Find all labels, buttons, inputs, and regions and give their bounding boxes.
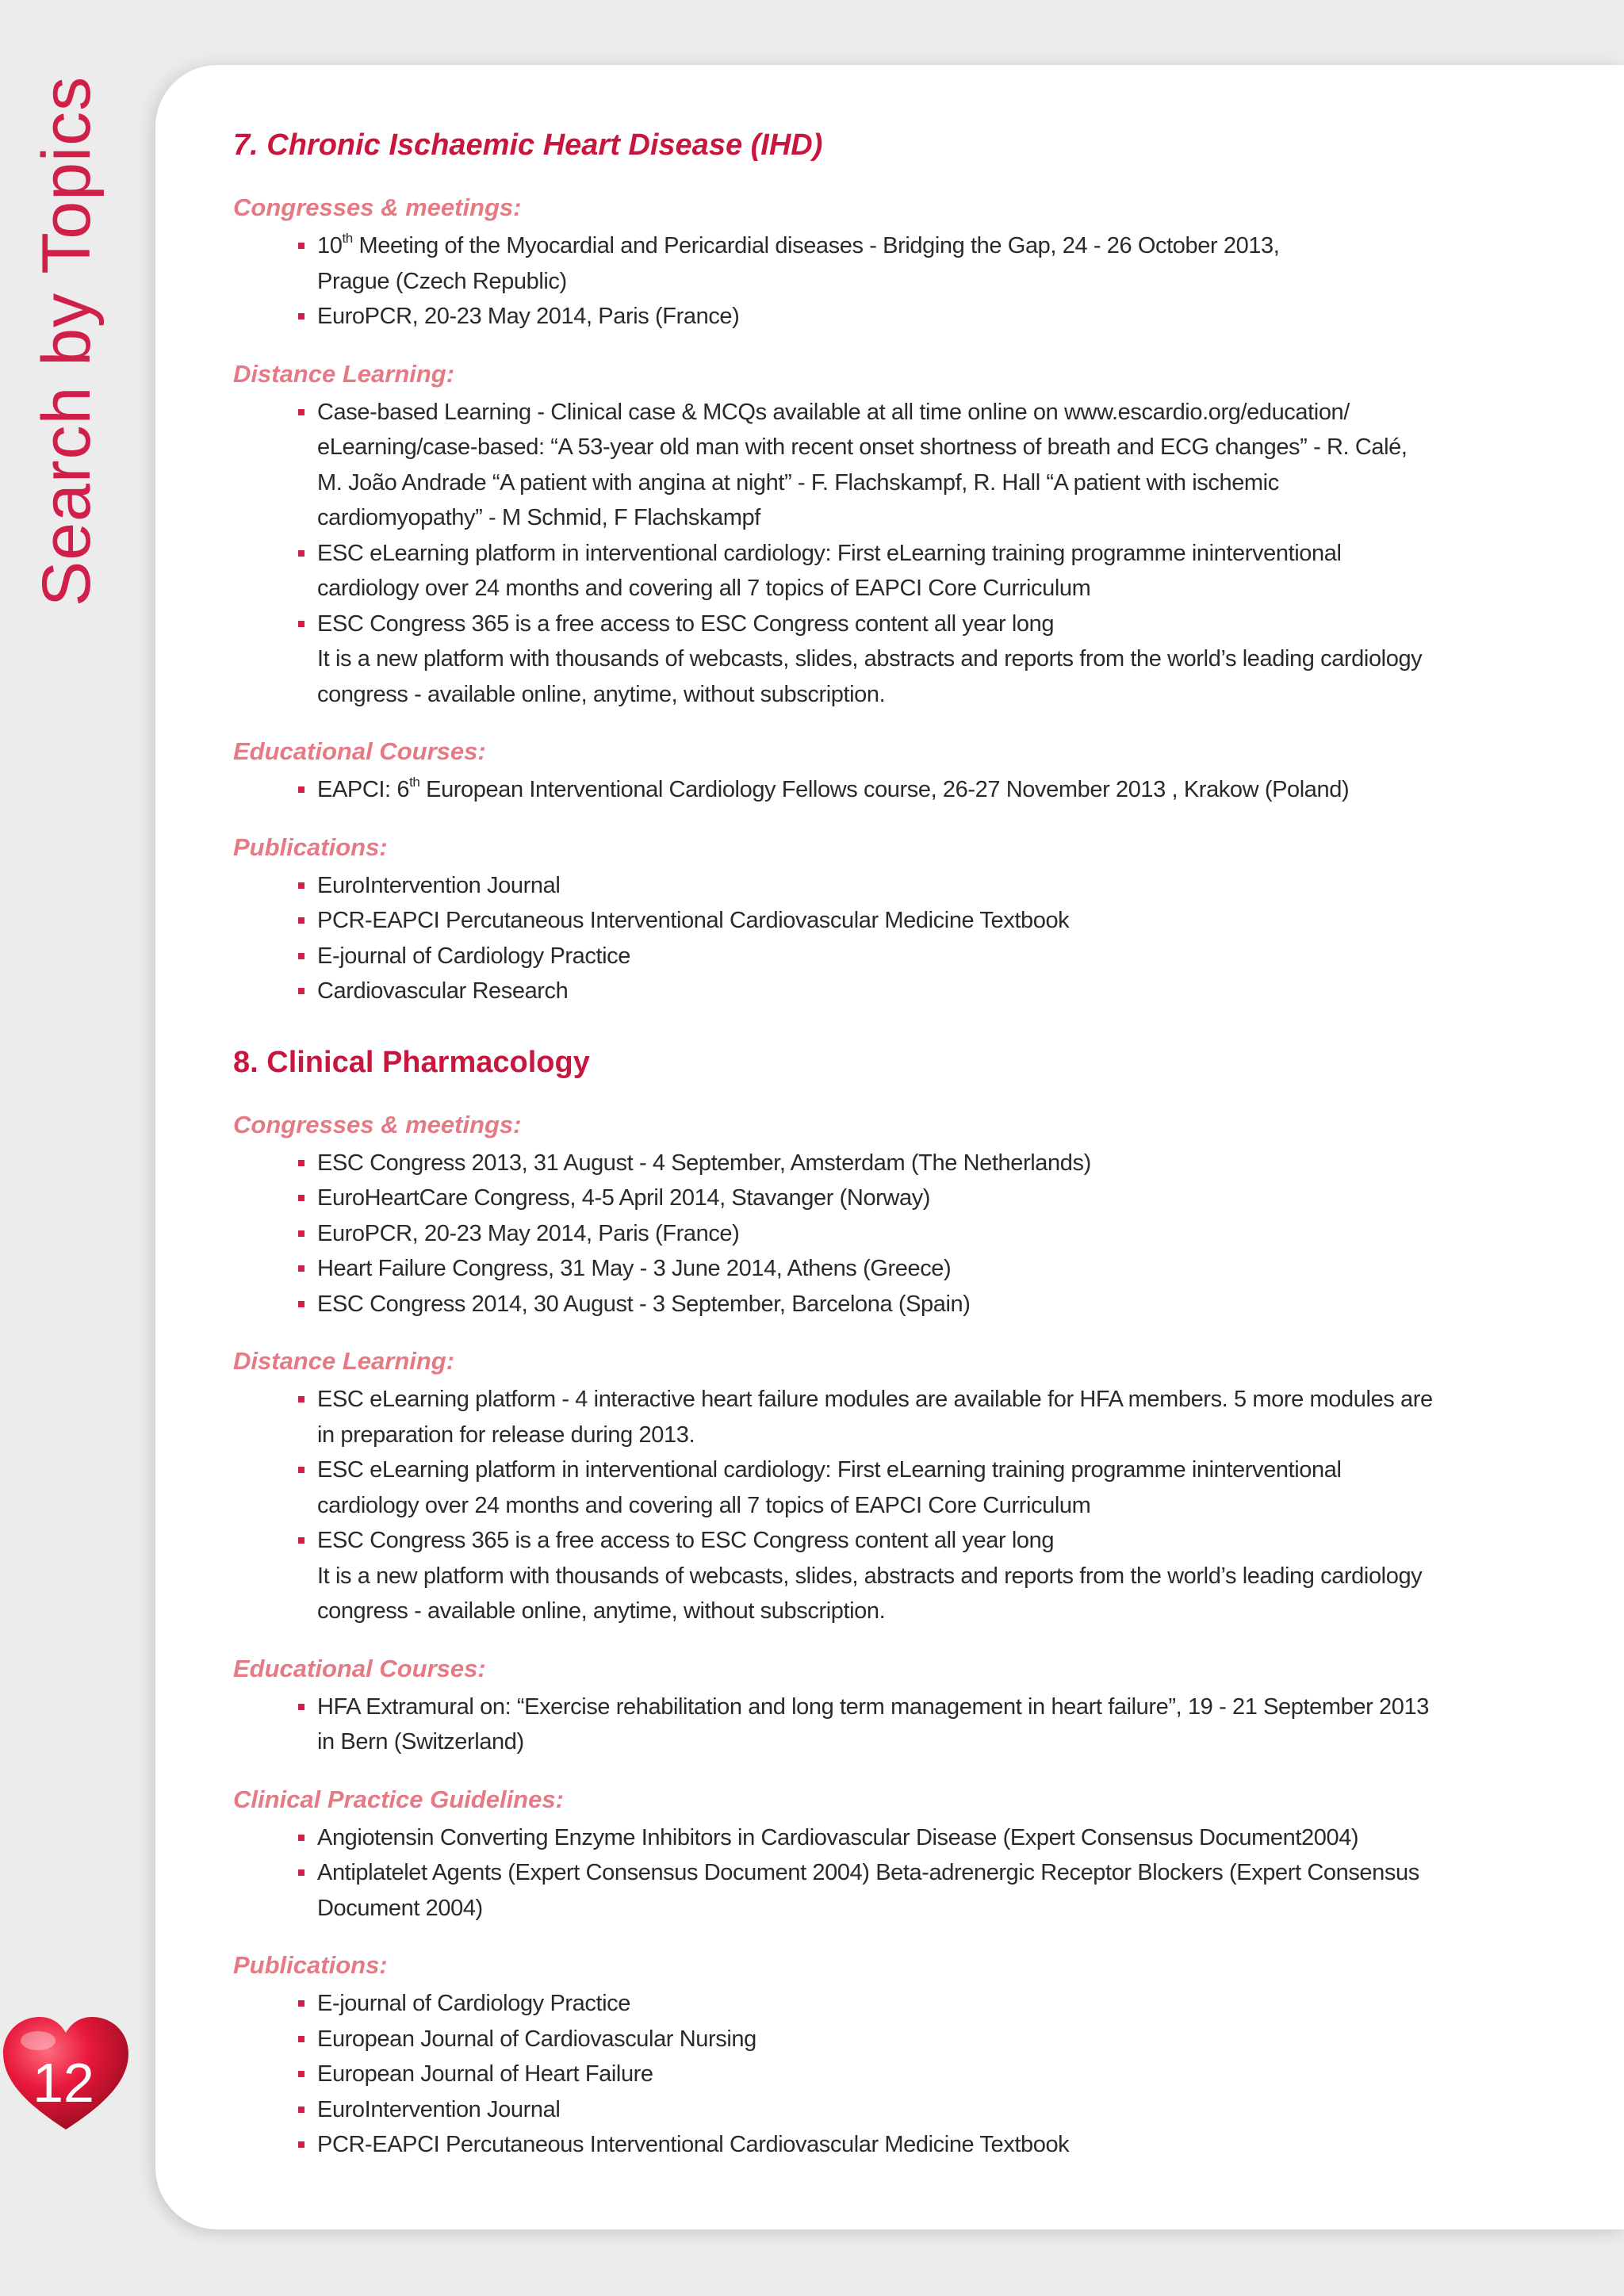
topic-8-publications-list bbox=[233, 1986, 1518, 2163]
list-item: EAPCI: 6th European Interventional Cardiology Fellows course, 26-27 November 2013 , Krakow (Poland) bbox=[317, 772, 1518, 808]
list-item: ESC eLearning platform in interventional cardiology: First eLearning training programme ininterventional cardiology over 24 months and covering all 7 topics of EAPCI Core Curriculum bbox=[317, 1452, 1518, 1523]
topic-7-distance-list bbox=[233, 395, 1518, 713]
topic-7-publications-heading: Publications: bbox=[233, 832, 388, 861]
list-item: ESC Congress 365 is a free access to ESC Congress content all year long It is a new platform with thousands of webcasts, slides, abstracts and reports from the world’s leading cardiology congress - available online, anytime, without subscription. bbox=[317, 607, 1518, 713]
topic-8-guidelines-heading: Clinical Practice Guidelines: bbox=[233, 1785, 564, 1813]
list-item: EuroIntervention Journal bbox=[317, 2092, 1518, 2128]
list-item: ESC eLearning platform - 4 interactive heart failure modules are available for HFA members. 5 more modules are in preparation for release during 2013. bbox=[317, 1382, 1518, 1452]
topic-8-distance-heading: Distance Learning: bbox=[233, 1347, 455, 1375]
topic-7-title: 7. Chronic Ischaemic Heart Disease (IHD) bbox=[233, 128, 823, 162]
list-item: EuroHeartCare Congress, 4-5 April 2014, Stavanger (Norway) bbox=[317, 1181, 1518, 1216]
list-item: Antiplatelet Agents (Expert Consensus Document 2004) Beta-adrenergic Receptor Blockers (Expert Consensus Document 2004) bbox=[317, 1855, 1518, 1926]
topic-8-publications-heading: Publications: bbox=[233, 1951, 388, 1979]
topic-8-distance-list bbox=[233, 1382, 1518, 1629]
main-content bbox=[233, 127, 1518, 2163]
list-item: PCR-EAPCI Percutaneous Interventional Cardiovascular Medicine Textbook bbox=[317, 2127, 1518, 2163]
topic-7-courses-heading: Educational Courses: bbox=[233, 737, 486, 765]
list-item: EuroIntervention Journal bbox=[317, 868, 1518, 904]
list-item: Heart Failure Congress, 31 May - 3 June 2014, Athens (Greece) bbox=[317, 1251, 1518, 1287]
list-item: E-journal of Cardiology Practice bbox=[317, 939, 1518, 974]
topic-8-courses-heading: Educational Courses: bbox=[233, 1654, 486, 1682]
list-item: European Journal of Cardiovascular Nursing bbox=[317, 2022, 1518, 2057]
topic-7-publications-list bbox=[233, 868, 1518, 1009]
topic-8-guidelines-list bbox=[233, 1820, 1518, 1927]
list-item: 10th Meeting of the Myocardial and Pericardial diseases - Bridging the Gap, 24 - 26 October 2013, Prague (Czech Republic) bbox=[317, 228, 1518, 299]
list-item: ESC Congress 365 is a free access to ESC Congress content all year long It is a new platform with thousands of webcasts, slides, abstracts and reports from the world’s leading cardiology congress - available online, anytime, without subscription. bbox=[317, 1523, 1518, 1629]
list-item: Case-based Learning - Clinical case & MCQs available at all time online on www.escardio.org/education/ eLearning/case-based: “A 53-year old man with recent onset shortness of breath and ECG changes” - R. Calé, M. João Andrade “A patient with angina at night” - F. Flachskampf, R. Hall “A patient with ischemic cardiomyopathy” - M Schmid, F Flachskampf bbox=[317, 395, 1518, 536]
topic-8-congresses-heading: Congresses & meetings: bbox=[233, 1110, 522, 1138]
list-item: Angiotensin Converting Enzyme Inhibitors in Cardiovascular Disease (Expert Consensus Document2004) bbox=[317, 1820, 1518, 1856]
list-item: EuroPCR, 20-23 May 2014, Paris (France) bbox=[317, 299, 1518, 335]
list-item: European Journal of Heart Failure bbox=[317, 2057, 1518, 2092]
topic-8-congresses-list bbox=[233, 1146, 1518, 1322]
list-item: PCR-EAPCI Percutaneous Interventional Cardiovascular Medicine Textbook bbox=[317, 903, 1518, 939]
list-item: ESC eLearning platform in interventional cardiology: First eLearning training programme ininterventional cardiology over 24 months and covering all 7 topics of EAPCI Core Curriculum bbox=[317, 536, 1518, 607]
side-title bbox=[24, 75, 111, 607]
list-item: ESC Congress 2014, 30 August - 3 September, Barcelona (Spain) bbox=[317, 1287, 1518, 1322]
list-item: Cardiovascular Research bbox=[317, 974, 1518, 1009]
side-title-text: Search by Topics bbox=[29, 75, 105, 607]
topic-8-courses-list bbox=[233, 1689, 1518, 1760]
page-number: 12 bbox=[33, 2052, 94, 2114]
topic-8-title: 8. Clinical Pharmacology bbox=[233, 1045, 590, 1079]
topic-7-congresses-heading: Congresses & meetings: bbox=[233, 193, 522, 221]
topic-7-distance-heading: Distance Learning: bbox=[233, 359, 455, 388]
list-item: HFA Extramural on: “Exercise rehabilitation and long term management in heart failure”, 19 - 21 September 2013 in Bern (Switzerland) bbox=[317, 1689, 1518, 1760]
topic-7-courses-list bbox=[233, 772, 1518, 808]
list-item: E-journal of Cardiology Practice bbox=[317, 1986, 1518, 2022]
list-item: EuroPCR, 20-23 May 2014, Paris (France) bbox=[317, 1216, 1518, 1252]
list-item: ESC Congress 2013, 31 August - 4 September, Amsterdam (The Netherlands) bbox=[317, 1146, 1518, 1181]
topic-7-congresses-list bbox=[233, 228, 1518, 335]
